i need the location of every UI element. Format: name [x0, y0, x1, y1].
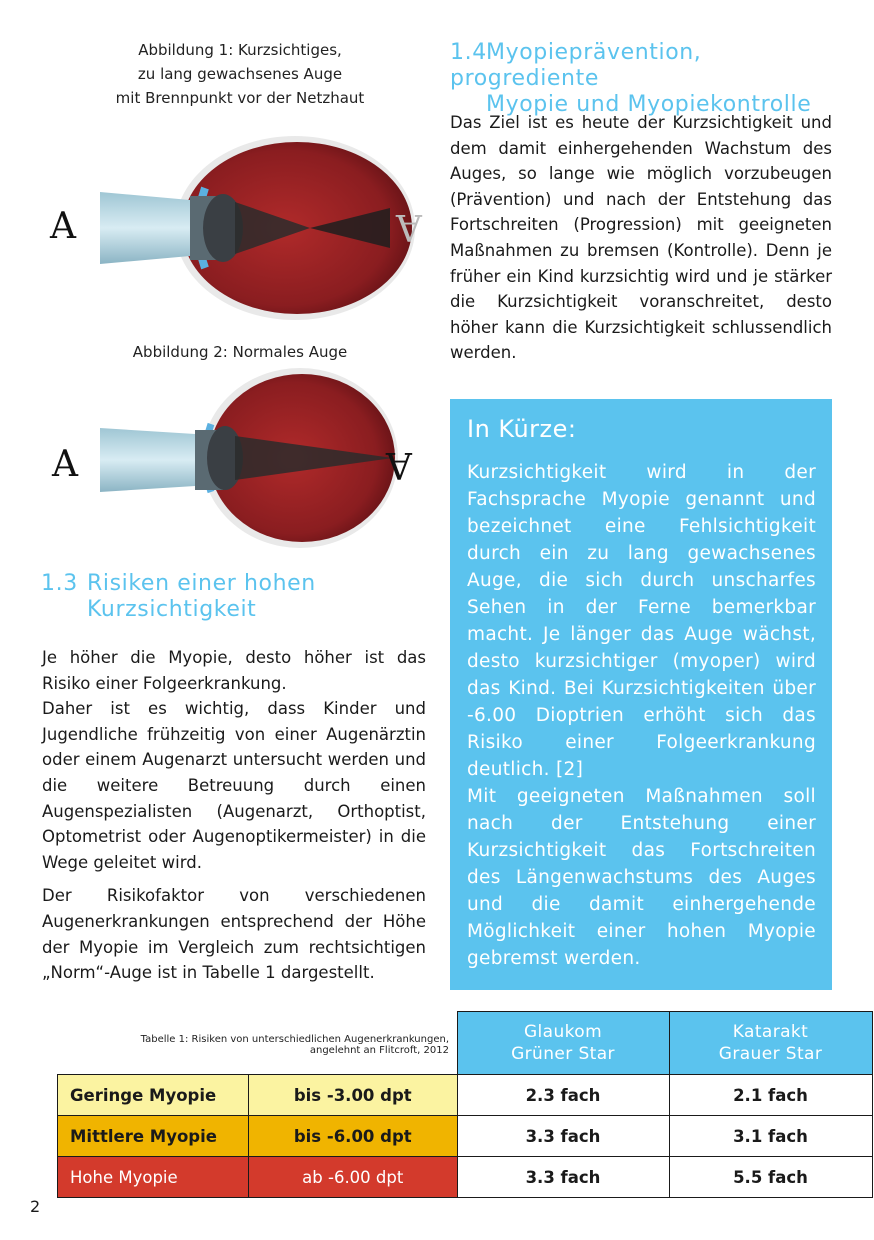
cell-katarakt: 2.1 fach: [669, 1075, 872, 1116]
table-spacer: [58, 1012, 249, 1075]
section-number: 1.4: [450, 40, 487, 65]
column-header-line: Grauer Star: [718, 1044, 823, 1064]
section-1-3-body: [42, 645, 426, 986]
paragraph: Der Risikofaktor von verschiedenen Augenerkrankungen entsprechend der Höhe der Myopie im Vergleich zum rechtsichtigen „Norm“-Auge ist in Tabelle 1 dargestellt.: [42, 886, 426, 983]
page-number: 2: [30, 1197, 41, 1216]
object-letter-a: A: [50, 206, 76, 247]
in-brief-body: [467, 459, 816, 972]
table-spacer: [249, 1012, 458, 1075]
sharp-inverted-letter-a: [386, 444, 412, 485]
inverted-letter: A: [386, 444, 412, 485]
section-title-line: Myopieprävention, progrediente: [450, 40, 702, 91]
table-caption-line: angelehnt an Flitcroft, 2012: [309, 1045, 449, 1056]
section-title-line: Myopie und Myopiekontrolle: [486, 92, 812, 117]
figure1-caption-line: zu lang gewachsenes Auge: [137, 65, 343, 83]
column-header-line: Katarakt: [732, 1022, 809, 1042]
column-header-glaukom: [457, 1012, 669, 1075]
paragraph: Das Ziel ist es heute der Kurzsichtigkeit und dem damit einhergehenden Wachstum des Auges, so lange wie möglich vorzubeugen (Prävention) und nach der Entstehung das Fortschreiten (Progression) mit geeigneten Maßnahmen zu bremsen (Kontrolle). Denn je früher ein Kind kurzsichtig wird und je stärker die Kurzsichtigkeit voranschreitet, desto höher kann die Kurzsichtigkeit schlussendlich werden.: [450, 113, 832, 363]
normal-eye-illustration: [95, 362, 435, 552]
in-brief-box: [450, 399, 832, 990]
cell-glaukom: 3.3 fach: [457, 1157, 669, 1198]
paragraph: Kurzsichtigkeit wird in der Fachsprache Myopie genannt und bezeichnet eine Fehlsichtigkeit durch ein zu lang gewachsenes Auge, die sich durch unscharfes Sehen in der Ferne bemerkbar macht. Je länger das Auge wächst, desto kurzsichtiger (myoper) wird das Kind. Bei Kurzsichtigkeiten über -6.00 Dioptrien erhöht sich das Risiko einer Folgeerkrankung deutlich. [2]: [467, 462, 816, 780]
cell-glaukom: 3.3 fach: [457, 1116, 669, 1157]
table-row: [58, 1116, 873, 1157]
section-title-line: Kurzsichtigkeit: [87, 597, 257, 622]
paragraph: Daher ist es wichtig, dass Kinder und Jugendliche frühzeitig von einer Augenärztin oder einem Augenarzt untersucht werden und die weitere Betreuung durch einen Augenspezialisten (Augenarzt, Orthoptist, Optometrist oder Augenoptikermeister) in die Wege geleitet wird.: [42, 699, 426, 872]
table-row: [58, 1157, 873, 1198]
cell-katarakt: 3.1 fach: [669, 1116, 872, 1157]
column-header-line: Glaukom: [523, 1022, 603, 1042]
row-label: Geringe Myopie: [58, 1075, 249, 1116]
cell-glaukom: 2.3 fach: [457, 1075, 669, 1116]
column-header-line: Grüner Star: [511, 1044, 615, 1064]
row-label: Mittlere Myopie: [58, 1116, 249, 1157]
paragraph: Je höher die Myopie, desto höher ist das Risiko einer Folgeerkrankung.: [42, 648, 426, 693]
row-range: bis -6.00 dpt: [249, 1116, 458, 1157]
section-1-4-heading: [450, 40, 850, 118]
blurred-inverted-letter-a: [396, 206, 422, 247]
inverted-letter: A: [396, 206, 422, 247]
figure1-caption: [90, 38, 390, 110]
paragraph: Mit geeigneten Maßnahmen soll nach der Entstehung einer Kurzsichtigkeit das Fortschreiten des Längenwachstums des Auges und die damit einhergehende Möglichkeit einer hohen Myopie gebremst werden.: [467, 786, 816, 969]
row-label: Hohe Myopie: [58, 1157, 249, 1198]
table-row: [58, 1075, 873, 1116]
row-range: ab -6.00 dpt: [249, 1157, 458, 1198]
table-caption-line: Tabelle 1: Risiken von unterschiedlichen Augenerkrankungen,: [140, 1034, 449, 1045]
section-1-3-heading: [41, 571, 431, 623]
section-1-4-body: [450, 110, 832, 366]
section-number: 1.3: [41, 571, 78, 596]
row-range: bis -3.00 dpt: [249, 1075, 458, 1116]
figure2-caption: Abbildung 2: Normales Auge: [132, 343, 348, 361]
figure1-caption-line: mit Brennpunkt vor der Netzhaut: [115, 89, 365, 107]
figure1-caption-line: Abbildung 1: Kurzsichtiges,: [138, 41, 342, 59]
section-title-line: Risiken einer hohen: [87, 571, 316, 596]
risk-table: [57, 1011, 873, 1198]
in-brief-title: In Kürze:: [467, 415, 577, 443]
table-header-row: [58, 1012, 873, 1075]
myopic-eye-illustration: [95, 130, 435, 330]
object-letter-a: A: [52, 444, 78, 485]
cell-katarakt: 5.5 fach: [669, 1157, 872, 1198]
column-header-katarakt: [669, 1012, 872, 1075]
